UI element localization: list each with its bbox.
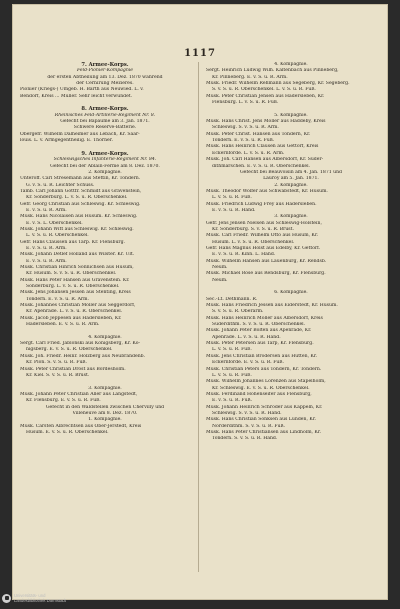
text-line: Sergt. Heinrich Ludwig Wilh. Kaltenbach aus Pinneberg, bbox=[206, 68, 339, 74]
text-line: 3. Kompagnie. bbox=[274, 214, 308, 220]
text-line: Gefr. Hans Claussen aus Tarp. Kr. Flensburg. bbox=[20, 239, 126, 245]
column-divider bbox=[198, 62, 199, 572]
text-line: Musk. Hans Peter Christiansen aus Lindholm, Kr. bbox=[206, 429, 322, 435]
text-line: Bendorf, Kreis ... Müller. Sehr leicht verwundet. bbox=[20, 93, 133, 99]
text-line: Kr. Pinneberg. E. v. S. u. R. Arm. bbox=[212, 74, 288, 80]
text-line: Husum. L. v. S. u. R. Oberschenkel. bbox=[212, 239, 295, 245]
library-name-line1: Universitäts- und bbox=[14, 593, 46, 598]
text-line: Musk. Jens Christian Brodersen aus Hütten, Kr. bbox=[206, 353, 318, 359]
text-line: Apenrade. L. v. S. u. R. Hand. bbox=[212, 334, 281, 340]
text-line: Musk. Hans Nicolaisen aus Husum. Kr. Schleswig. bbox=[20, 214, 138, 220]
text-line: Kr. Husum. S. v. S. u. R. Oberschenkel. bbox=[26, 271, 117, 277]
text-line: der ersten Abtheilung am 13. Dez. 1870 während bbox=[47, 74, 163, 80]
text-line: 4. Kompagnie. bbox=[274, 62, 308, 67]
text-line: Kr. Plön. S. v. S. u. R. Fuß. bbox=[26, 360, 87, 366]
text-line: Musk. Wilhelm Johannes Lorenzen aus Stapelholm, bbox=[206, 379, 326, 385]
text-line: Husum. E. v. S. u. R. Oberschenkel. bbox=[26, 429, 109, 435]
text-line: Musk. Carl Friedr. Wilhelm Otto aus Husum, Kr. bbox=[206, 233, 319, 239]
text-line: nigsberg. E. v. S. u. R. Oberschenkel. bbox=[26, 347, 113, 353]
text-line: E. v. S. u. R. Fuß. bbox=[212, 398, 253, 404]
text-line: Musk. Christian Hinrich Sönnichsen aus Husum, bbox=[20, 265, 134, 270]
text-line: Musk. Peter Christian Jensen aus Hadersleben, Kr. bbox=[206, 93, 325, 99]
right-column bbox=[206, 62, 376, 572]
text-line: Norderdithm. S. v. S. u. R. Fuß. bbox=[212, 423, 286, 429]
text-line: Kr. Schleswig. E. v. S. u. R. Oberschenkel. bbox=[212, 385, 310, 391]
text-line: Musk. Hans Heinrich Clausen aus Gettorf, Kreis bbox=[206, 144, 319, 150]
text-line: Schwere Reserve-Batterie. bbox=[73, 125, 137, 131]
text-line: Gefr. Hans Magnus Holst aus Edelby, Kr. Gettorf. bbox=[206, 245, 321, 251]
text-line: 1. Kompagnie. bbox=[88, 417, 122, 423]
text-line: Musk. Peter Petersen aus Tarp, Kr. Flensburg. bbox=[206, 341, 314, 347]
text-line: Hadersleben. E. v. S. u. R. Arm. bbox=[26, 322, 100, 328]
text-line: Sergt. Carl Fried. Jablonski aus Königsberg, Kr. Kö- bbox=[20, 341, 141, 347]
text-line: 5. Kompagnie. bbox=[274, 112, 308, 118]
text-line: 2. Kompagnie. bbox=[274, 182, 308, 188]
text-line: S. v. S. u. R. Oberschenkel. L. v. S. u. R. Fuß. bbox=[212, 87, 316, 93]
text-line: Musk. Johann Peter Christian Aller aus Langstedt, bbox=[20, 391, 138, 397]
text-line: Musk. Peter Christian Drost aus Bordesholm. bbox=[20, 366, 126, 372]
text-line: Musk. Michael Rose aus Rendsburg, Kr. Flensburg. bbox=[206, 271, 326, 277]
text-line: Kr. Sonderburg. S. v. S. u. R. Brust. bbox=[212, 226, 294, 232]
text-line: Musk. Joh. Carl Hansen aus Albersdorf, Kr. Süder- bbox=[206, 157, 324, 163]
page-number: 1117 bbox=[184, 48, 216, 59]
text-line: E. v. S. u. R. Arm. bbox=[26, 207, 67, 213]
text-line: L. v. S. u. R. Fuß. bbox=[212, 372, 252, 378]
text-line: Musk. Johann Detlef Holland aus Wilster. Kr. Ult. bbox=[20, 252, 135, 258]
section-subheading: Schleswigsches Infanterie-Regiment Nr. 84. bbox=[53, 157, 157, 163]
text-line: Unteroff. Carl Stresemann aus Stettin, Kr. Tondern. bbox=[20, 176, 141, 182]
section-subheading: Rheinisches Feld-Artillerie-Regiment Nr. 8. bbox=[54, 112, 156, 118]
text-line: Gefr. Georg Christian aus Schleswig. Kr. Schleswig. bbox=[20, 201, 141, 207]
library-name-line2: Landesbibliothek Darmstadt bbox=[14, 598, 66, 603]
text-line: Musk. Hans Heinrich Möller aus Albersdorf, Kreis bbox=[206, 315, 323, 321]
text-line: Musk. Hans Friedrich Jessen aus Eiderstedt, Kr. Husum. bbox=[206, 303, 338, 309]
text-line: Musk. Johannes Christian Möller aus Seggerdorf, bbox=[20, 303, 136, 309]
text-line: Musk. Jens Johansen Jessen aus Stenting, Kreis bbox=[20, 290, 131, 296]
text-line: Neum. bbox=[212, 265, 228, 270]
text-line: Musk. Ferdinand Hohenseifer aus Flensburg, bbox=[206, 391, 312, 397]
text-line: Tondern. E. v. S. u. R. Arm. bbox=[26, 296, 89, 302]
text-line: G. v. S. u. R. Leichter Schuss. bbox=[26, 182, 95, 188]
text-line: Kr. Sonderburg. L. v. S. u. R. Oberschenkel. bbox=[26, 195, 128, 201]
left-column bbox=[20, 62, 190, 572]
text-line: der Cernirung Mézières. bbox=[76, 81, 134, 87]
text-line: Gefecht bei der Ablain-Ferme am 8. Dez. 1870. bbox=[50, 163, 160, 169]
text-line: Lauroy am 5. Jan. 1871. bbox=[263, 176, 319, 182]
text-line: Gefecht bei Beauvoisin am 4. Jan. 1871 und bbox=[240, 169, 342, 175]
text-line: Kr. Apenrade. L. v. S. u. R. Oberschenkel. bbox=[26, 309, 123, 315]
library-logo-icon bbox=[2, 594, 11, 603]
text-line: Schleswig. S. v. S. u. R. Hand. bbox=[212, 410, 282, 416]
text-line: E. v. S. u. R. Hand. bbox=[212, 207, 256, 213]
text-line: Musk. Johann Peter Bolten aus Apenrade, Kr. bbox=[206, 328, 312, 334]
section-heading: 9. Armee-Korps. bbox=[81, 150, 129, 157]
text-line: Musk. Theodor Wölfer aus Schwabstedt, Kr. Husum. bbox=[206, 188, 328, 194]
text-line: Villeneuve am 8. Dez. 1870. bbox=[72, 410, 138, 416]
text-line: 6. Kompagnie. bbox=[274, 290, 308, 296]
text-line: E. v. S. L. Oberschenkel. bbox=[26, 220, 83, 226]
text-line: Musk. Hans Peter Hansen aus Gravenstein. Kr. bbox=[20, 277, 130, 283]
text-line: Gefecht in den Waldstellen zwischen Chervilly und bbox=[45, 404, 165, 410]
text-line: Tamb. Carl Johann Gottfr. Schmidt aus Gravenstein, bbox=[20, 188, 142, 194]
text-line: Kr. Flensburg. E. v. S. u. R. Fuß. bbox=[26, 398, 101, 404]
text-line: Obergefr. Wilhelm Dalheimer aus Lebach, Kr. Saar- bbox=[20, 131, 140, 137]
text-line: Süderdithm. S. v. S. u. R. Oberschenkel. bbox=[212, 322, 306, 328]
text-line: E. v. S. u. R. Arm. bbox=[26, 258, 67, 264]
text-line: Musk. Peter Christ. Hansen aus Tondern, Kr. bbox=[206, 131, 311, 137]
document-page bbox=[12, 4, 388, 600]
text-line: Flensburg. L. v. S. u. R. Fuß. bbox=[212, 100, 279, 106]
text-line: E. v. S. u. R. Kinn. L. Hand. bbox=[212, 252, 276, 258]
text-line: Gefr. Jens Jensen Nielsen aus Schleswig-Holstein, bbox=[206, 220, 322, 226]
text-line: L. v. S. u. R. Fuß. bbox=[212, 347, 252, 353]
text-line: L. v. S. u. R. Oberschenkel. bbox=[26, 233, 89, 239]
text-line: Musk. Friedrich Ludwig Frey aus Hadersleben. bbox=[206, 201, 317, 207]
text-line: Pionier (Kriegs-) Umgeb. H. Barth aus Neuwied. L. v. bbox=[20, 87, 144, 93]
section-heading: 7. Armee-Korps. bbox=[81, 62, 129, 68]
text-line: 4. Kompagnie. bbox=[88, 334, 122, 340]
text-line: Tondern. E. v. S. u. R. Fuß. bbox=[212, 138, 275, 144]
text-line: Musk. Christian Peters aus Tondern, Kr. Tondern. bbox=[206, 366, 322, 372]
text-line: 3. Kompagnie. bbox=[88, 385, 122, 391]
text-line: S. v. S. u. R. Oberarm. bbox=[212, 309, 264, 315]
text-line: Musk. Hans Christian Sönksen aus Lunden, Kr. bbox=[206, 417, 316, 423]
text-line: Schleswig. S. v. S. u. R. Arm. bbox=[212, 125, 279, 131]
text-line: Tondern. S. v. S. u. R. Hand. bbox=[212, 436, 278, 442]
text-line: 2. Kompagnie. bbox=[88, 169, 122, 175]
text-line: dithmarschen. E. v. S. u. R. Oberschenkel. bbox=[212, 163, 311, 169]
text-line: Kr. Kiel. S. v. S. u. R. Brust. bbox=[26, 372, 90, 378]
text-line: Musk. Johann Heinrich Schröder aus Kappeln, Kr. bbox=[206, 404, 323, 410]
text-line: E. v. S. u. R. Arm. bbox=[26, 245, 67, 251]
section-subheading: Feld-Pionier-Kompagnie bbox=[76, 68, 134, 74]
text-line: Musk. Carsten Albrechtsen aus Ober-Jerstedt, Kreis bbox=[20, 423, 142, 429]
text-line: louis. L. v. Armgegentheilig. E. Thorner. bbox=[20, 138, 113, 144]
text-line: Musk. Johann Witt aus Schleswig. Kr. Schleswig. bbox=[20, 226, 134, 232]
text-line: Musk. Joh. Friedr. Heinr. Holzberg aus Neubrandenb. bbox=[20, 353, 146, 359]
section-heading: 8. Armee-Korps. bbox=[81, 106, 129, 113]
text-line: Musk. Wilhelm Hansen aus Lauenburg, Kr. Rendsb. bbox=[206, 258, 327, 264]
text-line: Eckernförde. L. v. S. u. R. Arm. bbox=[212, 150, 285, 156]
text-line: Sonderburg. L. v. S. u. R. Oberschenkel. bbox=[26, 284, 120, 290]
text-line: Gefecht bei Bapaume am 3. Jan. 1871. bbox=[60, 119, 150, 125]
text-line: Sec.-Lt. Dethmann. R. bbox=[206, 296, 258, 302]
text-line: Neum. bbox=[212, 277, 228, 283]
text-line: Eckernförde. E. v. S. u. R. Fuß. bbox=[212, 360, 284, 366]
library-logo bbox=[2, 593, 66, 603]
text-line: L. v. S. u. R. Fuß. bbox=[212, 195, 252, 201]
text-line: Musk. Friedr. Wilhelm Rehmann aus Segeberg, Kr. Segeberg. bbox=[206, 81, 350, 87]
text-line: Musk. Jacob Jeppesen aus Hadersleben, Kr. bbox=[20, 315, 122, 321]
text-line: Musk. Hans Christ. Jens Möller aus Haddeby, Kreis bbox=[206, 119, 326, 125]
library-logo-text bbox=[14, 593, 66, 603]
